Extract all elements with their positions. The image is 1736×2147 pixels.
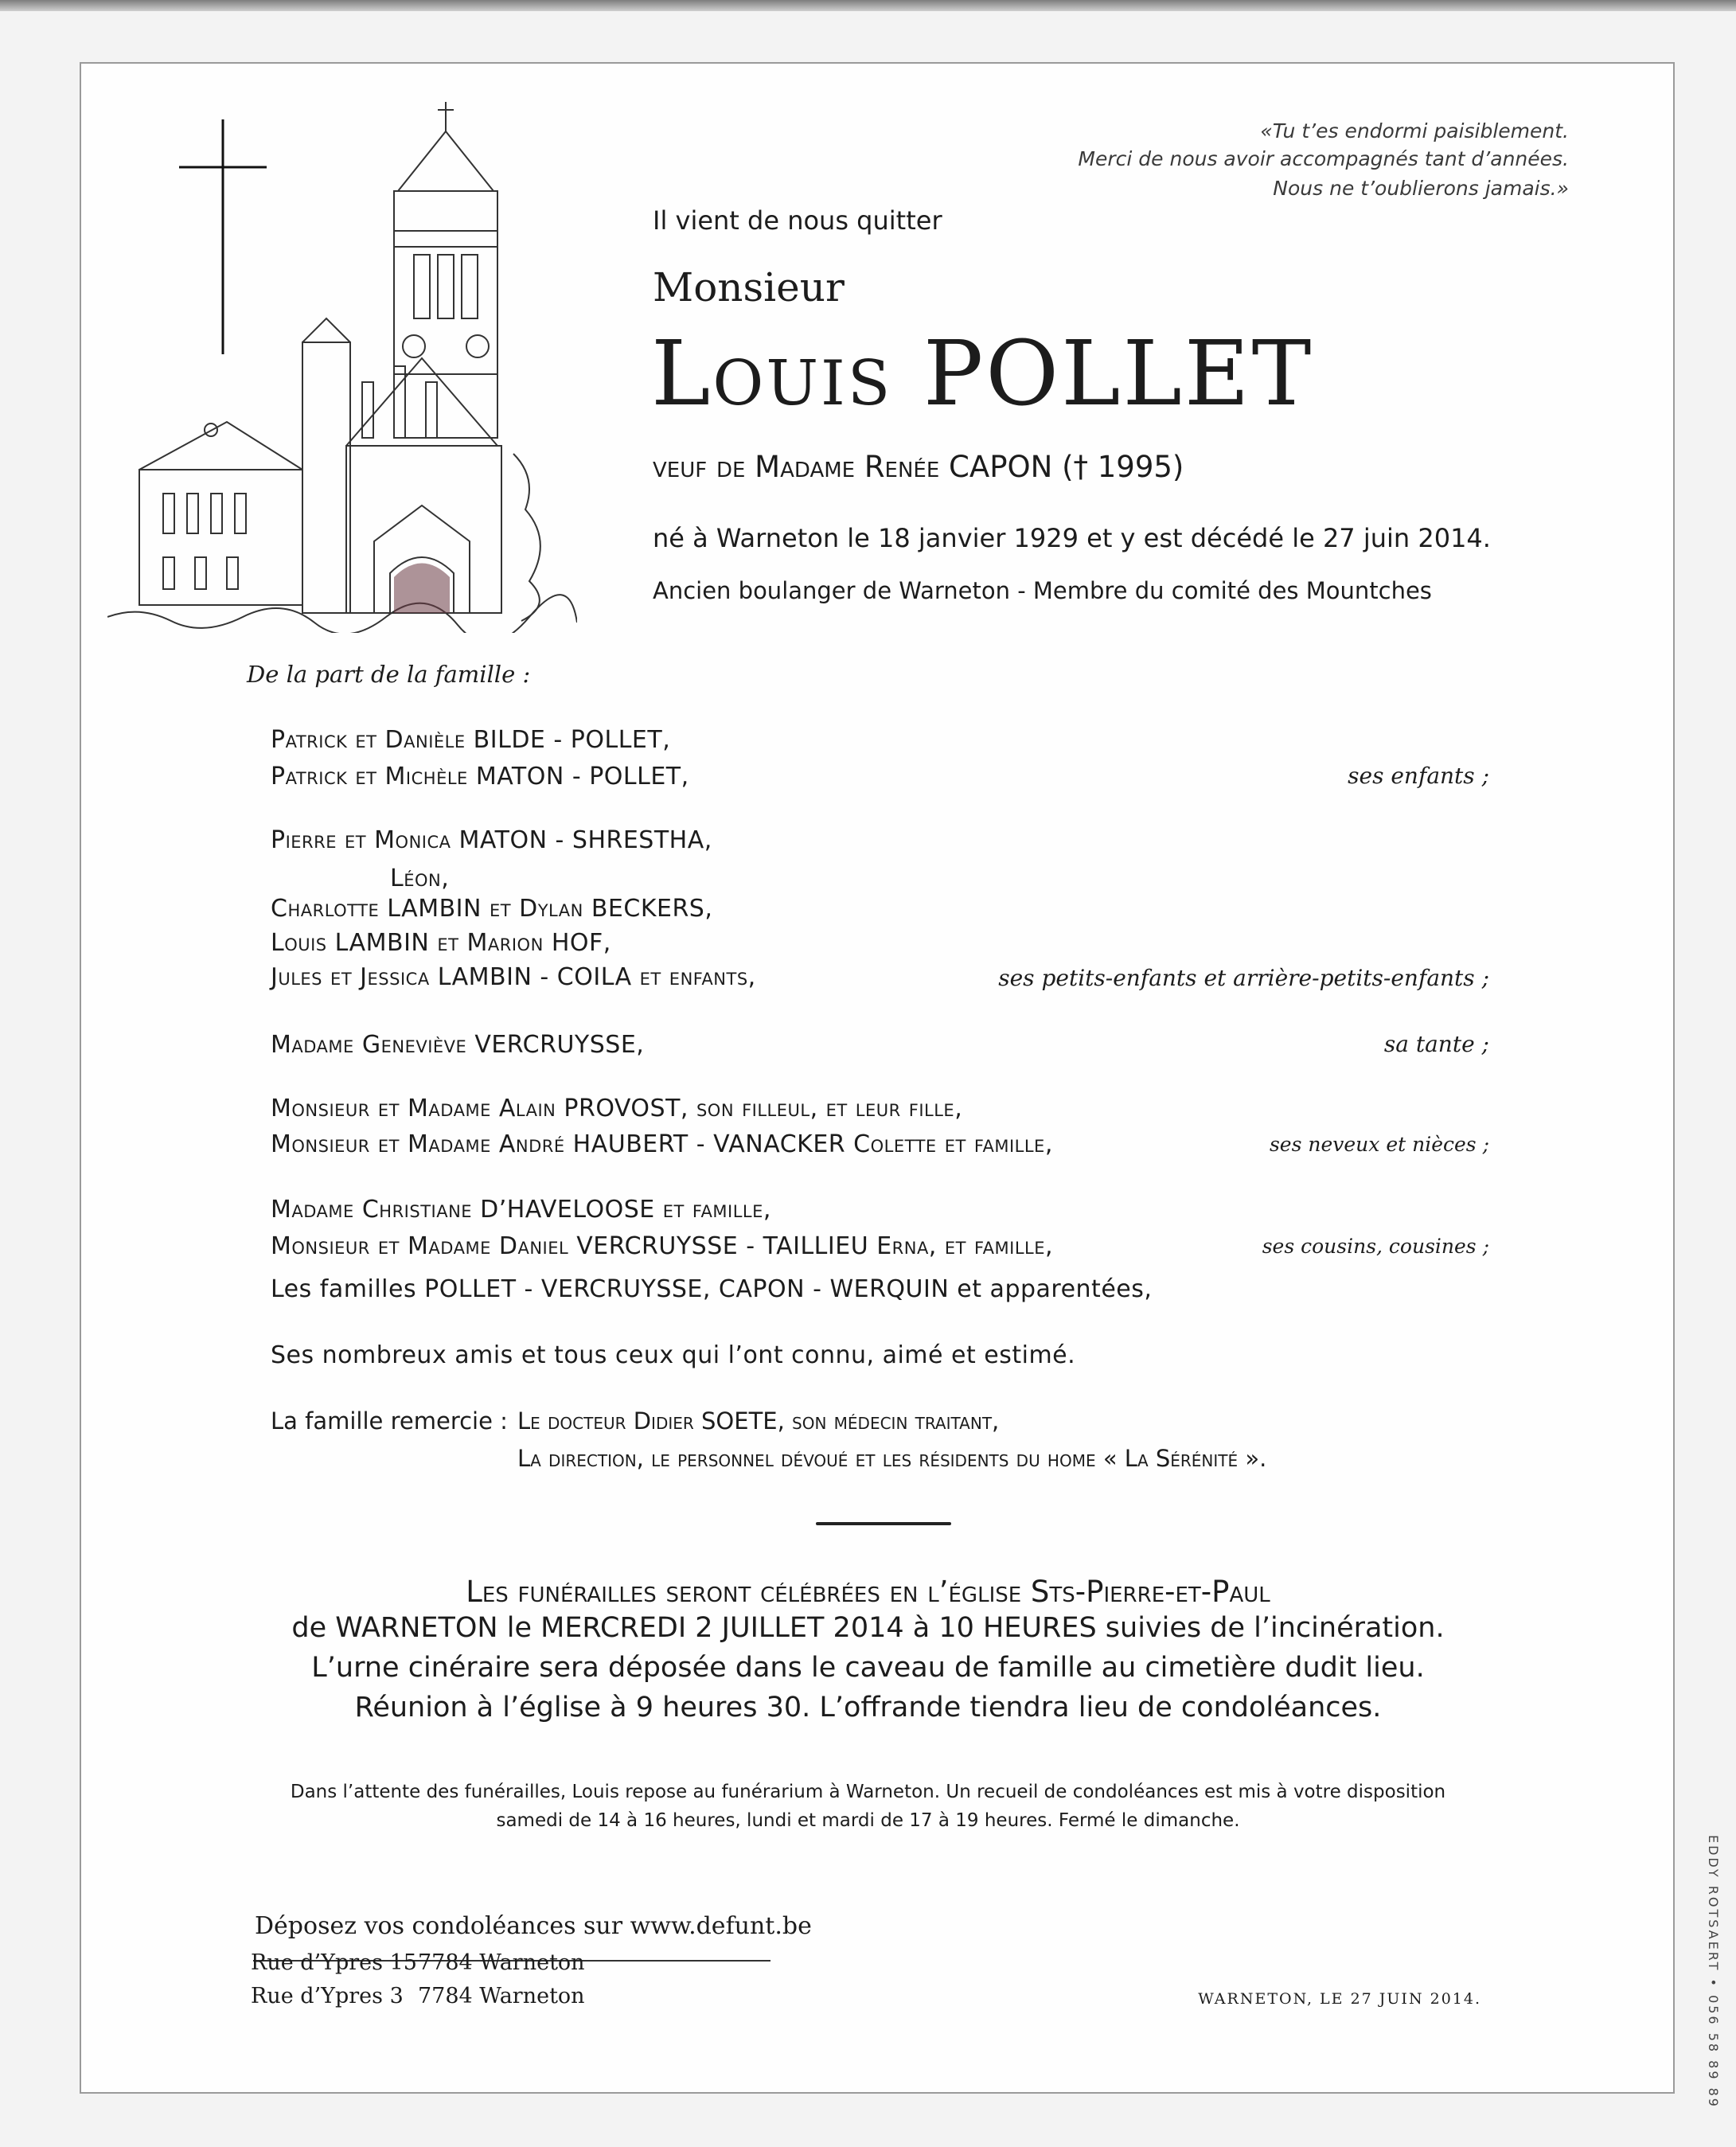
deceased-name: Louis POLLET [651, 322, 1314, 426]
family-line: Patrick et Danièle BILDE - POLLET, [271, 726, 671, 754]
thanks-line-1: Le docteur Didier SOETE, son médecin traitant, [517, 1407, 1000, 1435]
family-intro: De la part de la famille : [247, 661, 531, 688]
funeral-line-1: Les funérailles seront célébrées en l’église Sts-Pierre-et-Paul [466, 1575, 1270, 1609]
thanks-label: La famille remercie : [271, 1407, 508, 1435]
family-line: Monsieur et Madame Alain PROVOST, son filleul, et leur fille, [271, 1095, 963, 1122]
family-line: Monsieur et Madame André HAUBERT - VANACKER Colette et famille, [271, 1130, 1053, 1158]
intro-text: Il vient de nous quitter [653, 205, 942, 236]
family-line: Patrick et Michèle MATON - POLLET, [271, 763, 689, 790]
family-line: Charlotte LAMBIN et Dylan BECKERS, [271, 895, 713, 923]
family-line: Madame Geneviève VERCRUYSSE, [271, 1031, 645, 1059]
quote-line-3: Nous ne t’oublierons jamais.» [1273, 177, 1569, 200]
funeral-line-4: Réunion à l’église à 9 heures 30. L’offrande tiendra lieu de condoléances. [354, 1692, 1382, 1723]
quote-line-2: Merci de nous avoir accompagnés tant d’années. [1078, 147, 1569, 170]
birth-death-line: né à Warneton le 18 janvier 1929 et y est décédé le 27 juin 2014. [653, 523, 1491, 553]
funeral-line-2: de WARNETON le MERCREDI 2 JUILLET 2014 à 10 HEURES suivies de l’incinération. [291, 1612, 1445, 1644]
title-prefix: Monsieur [653, 264, 845, 310]
funeral-line-3: L’urne cinéraire sera déposée dans le caveau de famille au cimetière dudit lieu. [311, 1652, 1425, 1684]
printer-credit-text: EDDY ROTSAERT • 056 58 89 89 [1706, 1835, 1721, 2109]
spouse-line: veuf de Madame Renée CAPON († 1995) [653, 450, 1184, 484]
occupation-line: Ancien boulanger de Warneton - Membre du comité des Mountches [653, 577, 1432, 604]
family-line: Madame Christiane D’HAVELOOSE et famille, [271, 1196, 771, 1224]
visit-line-1: Dans l’attente des funérailles, Louis repose au funérarium à Warneton. Un recueil de condoléances est mis à votre disposition [290, 1782, 1446, 1802]
church-illustration [107, 96, 577, 633]
friends-line: Ses nombreux amis et tous ceux qui l’ont connu, aimé et estimé. [271, 1341, 1076, 1369]
address-street: Rue d’Ypres 3 [251, 1984, 404, 2008]
relation-nephews: ses neveux et nièces ; [1269, 1133, 1489, 1156]
family-line: Monsieur et Madame Daniel VERCRUYSSE - TAILLIEU Erna, et famille, [271, 1232, 1054, 1260]
visit-line-2: samedi de 14 à 16 heures, lundi et mardi de 17 à 19 heures. Fermé le dimanche. [496, 1810, 1240, 1831]
relation-aunt: sa tante ; [1383, 1031, 1489, 1057]
family-line: Jules et Jessica LAMBIN - COILA et enfants, [271, 963, 756, 991]
ornament-divider [816, 1522, 951, 1525]
relation-grandchildren: ses petits-enfants et arrière-petits-enfants ; [998, 965, 1489, 991]
quote-line-1: «Tu t’es endormi paisiblement. [1260, 119, 1569, 142]
family-line: Pierre et Monica MATON - SHRESTHA, [271, 826, 712, 854]
address-street: Rue d’Ypres 15 [251, 1950, 417, 1975]
printer-credit [1703, 1835, 1721, 2129]
place-date: WARNETON, LE 27 JUIN 2014. [1198, 1990, 1481, 2008]
family-line: Louis LAMBIN et Marion HOF, [271, 929, 611, 957]
family-line: Léon, [390, 865, 450, 892]
condolences-link[interactable]: Déposez vos condoléances sur www.defunt.be [255, 1912, 812, 1940]
relation-children: ses enfants ; [1348, 763, 1489, 789]
relation-cousins: ses cousins, cousines ; [1262, 1235, 1489, 1258]
scan-top-edge [0, 0, 1736, 11]
address-city: 7784 Warneton [418, 1950, 585, 1975]
family-line: Les familles POLLET - VERCRUYSSE, CAPON - WERQUIN et apparentées, [271, 1275, 1153, 1303]
address-city: 7784 Warneton [418, 1984, 585, 2008]
thanks-line-2: La direction, le personnel dévoué et les résidents du home « La Sérénité ». [517, 1445, 1267, 1472]
